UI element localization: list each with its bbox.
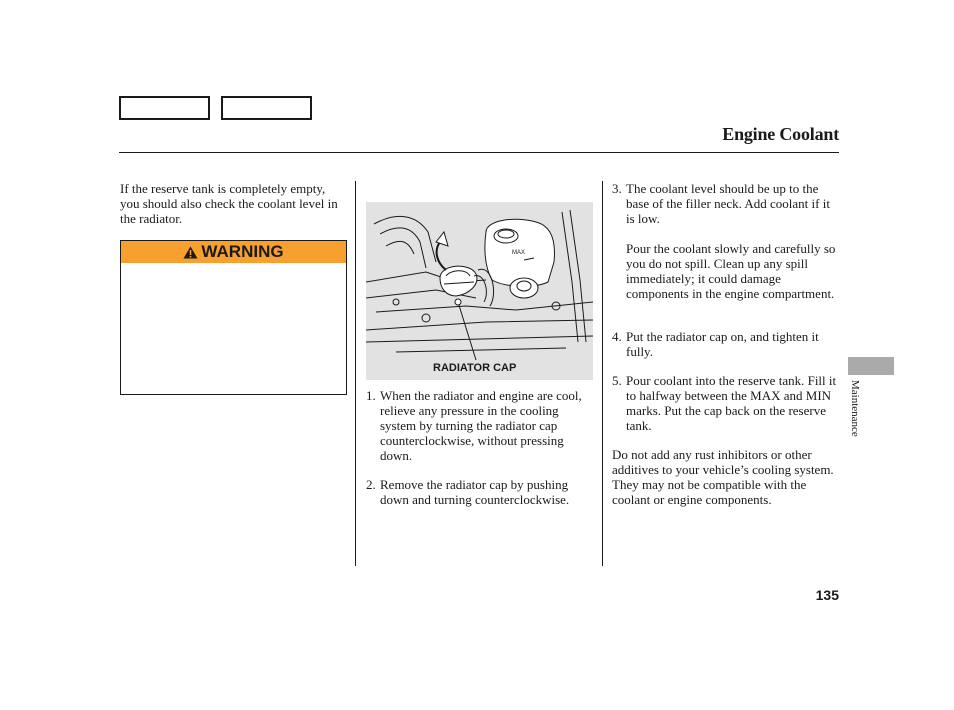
closing-paragraph: Do not add any rust inhibitors or other additives to your vehicle’s cooling system. They may not be compatible with the coolant or engine components. <box>612 447 834 507</box>
warning-box <box>120 240 347 395</box>
intro-paragraph: If the reserve tank is completely empty, you should also check the coolant level in the radiator. <box>120 181 338 226</box>
step-text: The coolant level should be up to the base of the filler neck. Add coolant if it is low. <box>626 181 830 226</box>
column-divider-left <box>355 181 356 566</box>
step-number: 2. <box>366 477 376 492</box>
nav-button-table-of-contents[interactable] <box>221 96 312 120</box>
section-label: Maintenance <box>849 380 861 437</box>
warning-triangle-icon <box>183 246 198 259</box>
step-text: Remove the radiator cap by pushing down and turning counterclockwise. <box>380 477 570 507</box>
step-number: 1. <box>366 388 376 403</box>
step-1 <box>366 388 594 463</box>
title-divider <box>119 152 839 153</box>
section-tab[interactable] <box>848 357 894 375</box>
step-text: When the radiator and engine are cool, relieve any pressure in the cooling system by turning the radiator cap counterclockwise, without pressing down. <box>380 388 582 463</box>
step-number: 5. <box>612 373 622 388</box>
page-title: Engine Coolant <box>722 124 839 144</box>
step-note: Pour the coolant slowly and carefully so you do not spill. Clean up any spill immediately; it could damage components in the engine compartment. <box>626 241 836 301</box>
step-number: 4. <box>612 329 622 344</box>
page-number: 135 <box>815 587 839 603</box>
svg-text:MAX: MAX <box>512 250 526 256</box>
nav-button-main-menu[interactable] <box>119 96 210 120</box>
warning-label: WARNING <box>201 242 284 261</box>
step-4 <box>612 329 840 359</box>
column-divider-right <box>602 181 603 566</box>
step-2 <box>366 477 594 507</box>
step-5 <box>612 373 840 433</box>
warning-header <box>121 241 346 263</box>
step-text: Put the radiator cap on, and tighten it fully. <box>626 329 819 359</box>
step-text: Pour coolant into the reserve tank. Fill it to halfway between the MAX and MIN marks. Put the cap back on the reserve tank. <box>626 373 837 433</box>
radiator-cap-illustration <box>366 202 593 380</box>
figure-label: RADIATOR CAP <box>433 362 517 374</box>
step-number: 3. <box>612 181 622 196</box>
engine-bay-drawing <box>366 202 593 362</box>
step-3 <box>612 181 840 301</box>
